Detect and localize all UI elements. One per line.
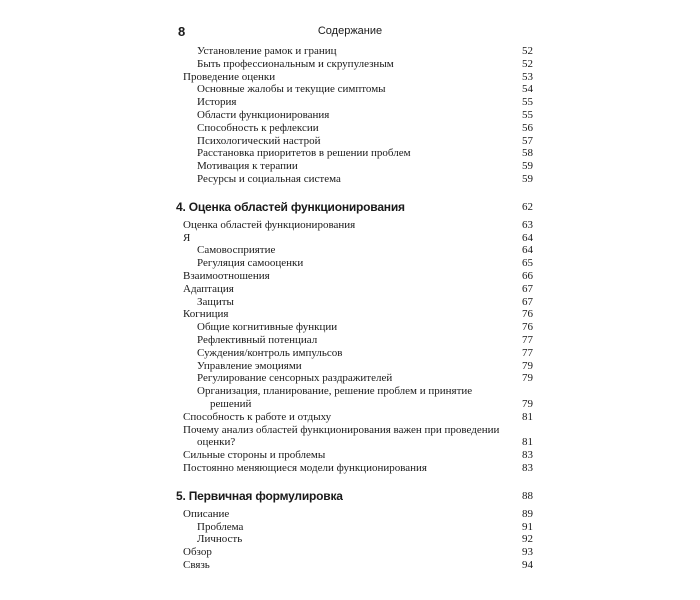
toc-entry-title: Регуляция самооценки xyxy=(197,257,304,270)
toc-entry-title: Способность к работе и отдыху xyxy=(183,410,332,423)
toc-entry xyxy=(0,147,700,160)
toc-entry xyxy=(0,411,700,424)
toc-page-number: 81 xyxy=(522,410,533,423)
toc-entry-title: оценки? xyxy=(197,436,236,449)
toc-page-number: 83 xyxy=(522,449,533,462)
toc-entry-title: Установление рамок и границ xyxy=(197,45,337,57)
toc-entry xyxy=(0,360,700,373)
toc-entry xyxy=(0,449,700,462)
toc-page-number: 79 xyxy=(522,359,533,372)
toc-entry-title: Почему анализ областей функционирования важен при проведении xyxy=(183,423,500,436)
toc-entry-title: Мотивация к терапии xyxy=(197,160,298,173)
toc-chapter-heading xyxy=(0,198,700,216)
toc-entry-title: Самовосприятие xyxy=(197,244,276,257)
toc-page-number: 64 xyxy=(522,244,533,257)
chapter-title: 4. Оценка областей функционирования xyxy=(176,199,405,214)
toc-page-number: 52 xyxy=(522,45,533,57)
toc-entry xyxy=(0,308,700,321)
toc-page-number: 91 xyxy=(522,520,533,533)
toc-page-number: 55 xyxy=(522,108,533,121)
toc-entry xyxy=(0,521,700,534)
page-number: 8 xyxy=(178,24,186,39)
toc-entry-title: Описание xyxy=(183,507,230,520)
toc-entry-title: Рефлективный потенциал xyxy=(197,333,318,346)
toc-entry xyxy=(0,45,700,58)
toc-entry-title: Проблема xyxy=(197,520,244,533)
toc-entry xyxy=(0,109,700,122)
toc-entry xyxy=(0,219,700,232)
toc-page-number: 65 xyxy=(522,257,533,270)
toc-entry-title: Области функционирования xyxy=(197,108,330,121)
toc-entry-title: Личность xyxy=(197,533,243,546)
toc-entry-title: Способность к рефлексии xyxy=(197,121,319,134)
toc-entry-title: Быть профессиональным и скрупулезным xyxy=(197,57,394,70)
toc-entry xyxy=(0,244,700,257)
toc-entry-title: Когниция xyxy=(183,308,229,321)
toc-entry-title: Адаптация xyxy=(183,282,234,295)
toc-entry xyxy=(0,334,700,347)
toc-page-number: 56 xyxy=(522,121,533,134)
toc-entry xyxy=(0,160,700,173)
toc-entry-title: Связь xyxy=(183,558,210,571)
toc-page-number: 93 xyxy=(522,546,533,559)
table-of-contents xyxy=(0,45,700,572)
toc-page-number: 88 xyxy=(522,489,533,502)
toc-entry xyxy=(0,424,700,437)
toc-entry-title: Взаимоотношения xyxy=(183,269,270,282)
toc-page-number: 83 xyxy=(522,461,533,474)
toc-page-number: 59 xyxy=(522,160,533,173)
toc-entry xyxy=(0,270,700,283)
toc-entry-title: Психологический настрой xyxy=(197,134,321,147)
toc-entry xyxy=(0,508,700,521)
toc-entry-title: Защиты xyxy=(197,295,234,308)
toc-page-number: 79 xyxy=(522,372,533,385)
toc-entry xyxy=(0,296,700,309)
chapter-gap xyxy=(0,475,700,480)
toc-entry-title: Обзор xyxy=(183,546,212,559)
chapter-gap xyxy=(0,186,700,191)
toc-entry-title: Управление эмоциями xyxy=(197,359,302,372)
toc-entry xyxy=(0,321,700,334)
toc-entry xyxy=(0,398,700,411)
toc-page-number: 66 xyxy=(522,269,533,282)
toc-page-number: 76 xyxy=(522,308,533,321)
toc-entry-title: Основные жалобы и текущие симптомы xyxy=(197,83,386,96)
toc-page-number: 64 xyxy=(522,231,533,244)
toc-page-number: 55 xyxy=(522,96,533,109)
toc-entry-title: Расстановка приоритетов в решении проблем xyxy=(197,147,411,160)
toc-page-number: 77 xyxy=(522,333,533,346)
toc-page-number: 59 xyxy=(522,172,533,185)
toc-entry-title: Ресурсы и социальная система xyxy=(197,172,341,185)
toc-chapter-heading xyxy=(0,487,700,505)
toc-entry xyxy=(0,232,700,245)
toc-entry xyxy=(0,135,700,148)
toc-page-number: 89 xyxy=(522,507,533,520)
toc-entry xyxy=(0,283,700,296)
toc-entry-title: История xyxy=(197,96,237,109)
toc-page-number: 79 xyxy=(522,397,533,410)
toc-entry-title: Проведение оценки xyxy=(183,70,276,83)
toc-page-number: 67 xyxy=(522,295,533,308)
toc-entry-title: Оценка областей функционирования xyxy=(183,218,356,231)
toc-page-number: 77 xyxy=(522,346,533,359)
toc-entry xyxy=(0,533,700,546)
toc-entry-title: Общие когнитивные функции xyxy=(197,321,338,334)
toc-entry xyxy=(0,546,700,559)
toc-entry xyxy=(0,122,700,135)
toc-entry xyxy=(0,347,700,360)
toc-entry xyxy=(0,257,700,270)
toc-entry xyxy=(0,559,700,572)
running-title: Содержание xyxy=(317,25,383,37)
toc-page-number: 62 xyxy=(522,200,533,213)
toc-entry-title: Регулирование сенсорных раздражителей xyxy=(197,372,393,385)
toc-page-number: 81 xyxy=(522,436,533,449)
toc-entry-title: Организация, планирование, решение проблем и принятие xyxy=(197,385,473,398)
toc-entry xyxy=(0,372,700,385)
toc-page-number: 53 xyxy=(522,70,533,83)
toc-entry-title: Суждения/контроль импульсов xyxy=(197,346,343,359)
page-header xyxy=(0,24,700,44)
toc-page-number: 54 xyxy=(522,83,533,96)
toc-page-number: 58 xyxy=(522,147,533,160)
toc-entry xyxy=(0,173,700,186)
toc-entry-title: Я xyxy=(183,231,191,244)
toc-page-number: 94 xyxy=(522,558,533,571)
toc-entry xyxy=(0,436,700,449)
toc-page-number: 92 xyxy=(522,533,533,546)
toc-entry-title: Сильные стороны и проблемы xyxy=(183,449,326,462)
toc-page-number: 52 xyxy=(522,57,533,70)
toc-page-number: 57 xyxy=(522,134,533,147)
toc-page-number: 76 xyxy=(522,321,533,334)
toc-entry-title: решений xyxy=(210,397,252,410)
toc-entry xyxy=(0,96,700,109)
toc-entry xyxy=(0,58,700,71)
toc-entry-title: Постоянно меняющиеся модели функционирования xyxy=(183,461,427,474)
toc-entry xyxy=(0,385,700,398)
toc-entry xyxy=(0,71,700,84)
chapter-title: 5. Первичная формулировка xyxy=(176,488,343,503)
toc-page-number: 63 xyxy=(522,218,533,231)
toc-entry xyxy=(0,462,700,475)
toc-page-number: 67 xyxy=(522,282,533,295)
toc-entry xyxy=(0,83,700,96)
